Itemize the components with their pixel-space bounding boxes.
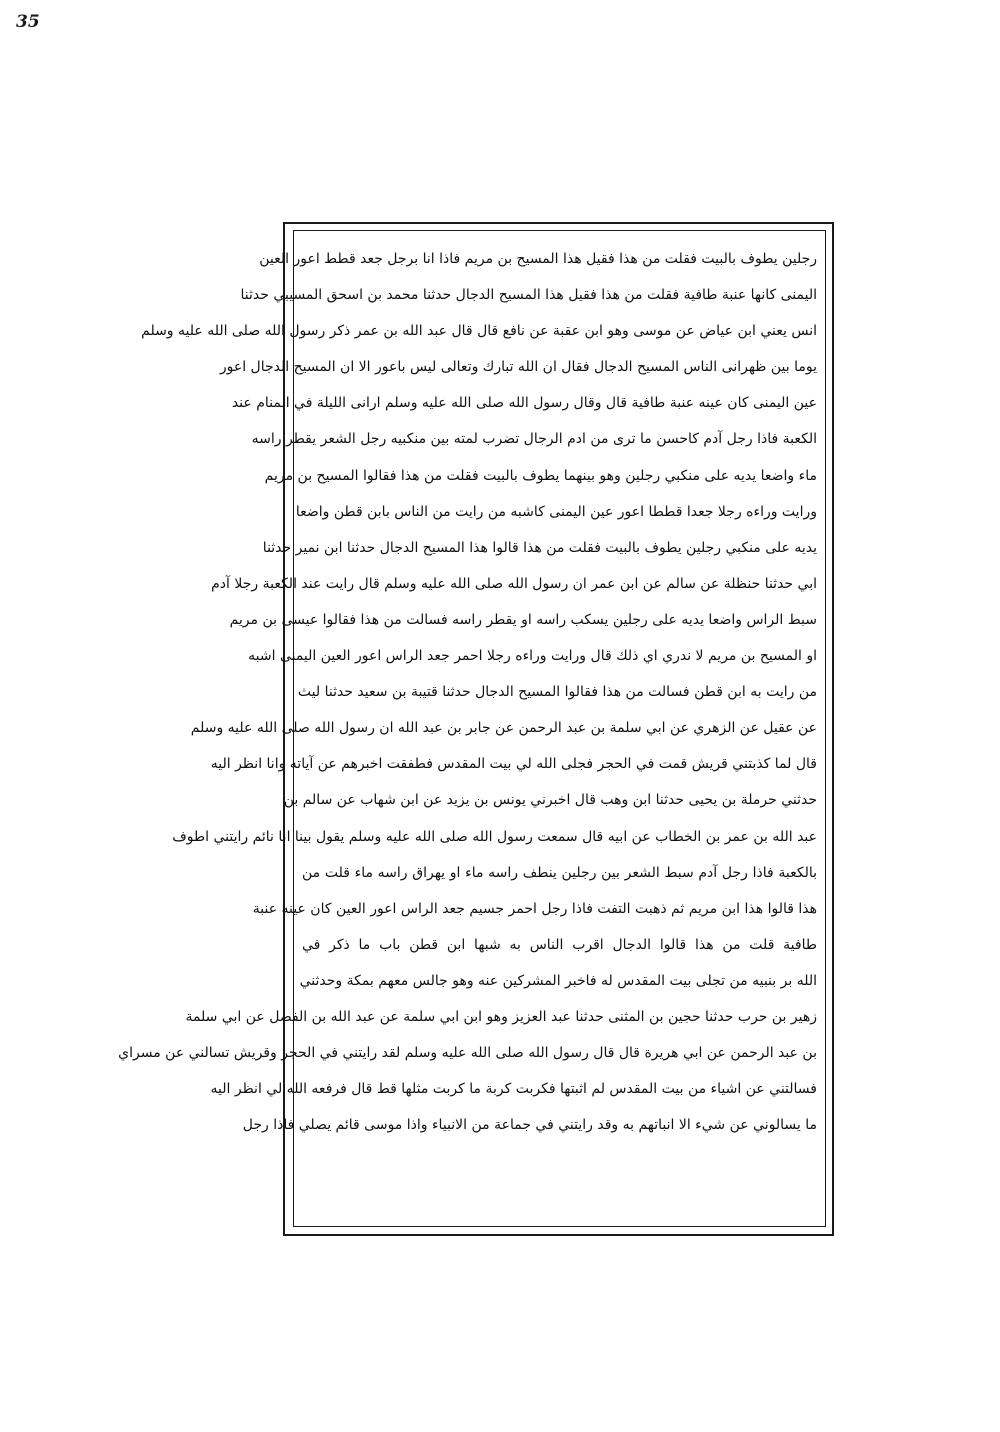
text-line: هذا قالوا هذا ابن مريم ثم ذهبت التفت فاذا رجل احمر جسيم جعد الراس اعور العين كان عينه عنبة [252,900,817,917]
text-line: بن عبد الرحمن عن ابي هريرة قال قال رسول الله صلى الله عليه وسلم لقد رايتني في الحجر وقريش تسالني عن مسراي [118,1045,817,1062]
text-line: قال لما كذبتني قريش قمت في الحجر فجلى الله لي بيت المقدس فطفقت اخبرهم عن آياته وانا انظر اليه [210,756,817,773]
page-number: 35 [16,12,40,32]
text-line: طافية قلت من هذا قالوا الدجال اقرب الناس به شبها ابن قطن باب ما ذكر في [302,936,817,953]
text-line: بالكعبة فاذا رجل آدم سبط الشعر بين رجلين ينطف راسه ماء او يهراق راسه ماء قلت من [302,864,817,881]
text-line: ابي حدثنا حنظلة عن سالم عن ابن عمر ان رسول الله صلى الله عليه وسلم قال رايت عند الكعبة رجلا آدم [211,575,817,592]
text-line: ما يسالوني عن شيء الا انباتهم به وقد رايتني في جماعة من الانبياء واذا موسى قائم يصلي فاذا رجل [242,1117,817,1134]
text-line: سبط الراس واضعا يديه على رجلين يسكب راسه او يقطر راسه فسالت من هذا فقالوا عيسى بن مريم [229,611,817,628]
text-line: ماء واضعا يديه على منكبي رجلين وهو بينهما يطوف بالبيت فقلت من هذا فقالوا المسيح بن مريم [264,467,817,484]
text-line: او المسيح بن مريم لا ندري اي ذلك قال ورايت وراءه رجلا احمر جعد الراس اعور العين اليمنى اشبه [248,648,817,665]
text-frame [118,230,826,1227]
text-line: حدثني حرملة بن يحيى حدثنا ابن وهب قال اخبرني يونس بن يزيد عن ابن شهاب عن سالم بن [283,792,817,809]
text-line: يوما بين ظهرانى الناس المسيح الدجال فقال ان الله تبارك وتعالى ليس باعور الا ان المسيح الدجال اعور [219,359,817,376]
text-line: عن عقيل عن الزهري عن ابي سلمة بن عبد الرحمن عن جابر بن عبد الله ان رسول الله صلى الله عليه وسلم [190,720,817,737]
text-line: زهير بن حرب حدثنا حجين بن المثنى حدثنا عبد العزيز وهو ابن ابي سلمة عن عبد الله بن الفضل عن ابي سلمة [185,1008,817,1025]
text-line: عبد الله بن عمر بن الخطاب عن ابيه قال سمعت رسول الله صلى الله عليه وسلم يقول بينا انا نائم رايتني اطوف [172,828,817,845]
text-line: الله بر بنبيه من تجلى بيت المقدس له فاخبر المشركين عنه وهو جالس معهم بمكة وحدثني [299,972,817,989]
text-line: ورايت وراءه رجلا جعدا قططا اعور عين اليمنى كاشبه من رايت من الناس بابن قطن واضعا [295,503,817,520]
text-line: فسالتني عن اشياء من بيت المقدس لم اثبتها فكربت كربة ما كربت مثلها قط قال فرفعه الله لي انظر اليه [210,1081,817,1098]
manuscript-text-block [118,241,817,1143]
text-line: انس يعني ابن عياض عن موسى وهو ابن عقبة عن نافع قال قال عبد الله بن عمر ذكر رسول الله صلى الله عليه وسلم [141,323,817,340]
text-line: من رايت به ابن قطن فسالت من هذا فقالوا المسيح الدجال حدثنا قتيبة بن سعيد حدثنا ليث [297,684,817,701]
text-line: اليمنى كانها عنبة طافية فقلت من هذا فقيل هذا المسيح الدجال حدثنا محمد بن اسحق المسيبي حدثنا [240,287,817,304]
text-line: رجلين يطوف بالبيت فقلت من هذا فقيل هذا المسيح بن مريم فاذا انا برجل جعد قطط اعور العين [259,251,817,267]
text-line: الكعبة فاذا رجل آدم كاحسن ما ترى من ادم الرجال تضرب لمته بين منكبيه رجل الشعر يقطر راسه [251,431,817,448]
text-line: عين اليمنى كان عينه عنبة طافية قال وقال رسول الله صلى الله عليه وسلم ارانى الليلة في المنام عند [231,395,817,412]
text-line: يديه على منكبي رجلين يطوف بالبيت فقلت من هذا قالوا هذا المسيح الدجال حدثنا ابن نمير حدثنا [262,539,817,556]
